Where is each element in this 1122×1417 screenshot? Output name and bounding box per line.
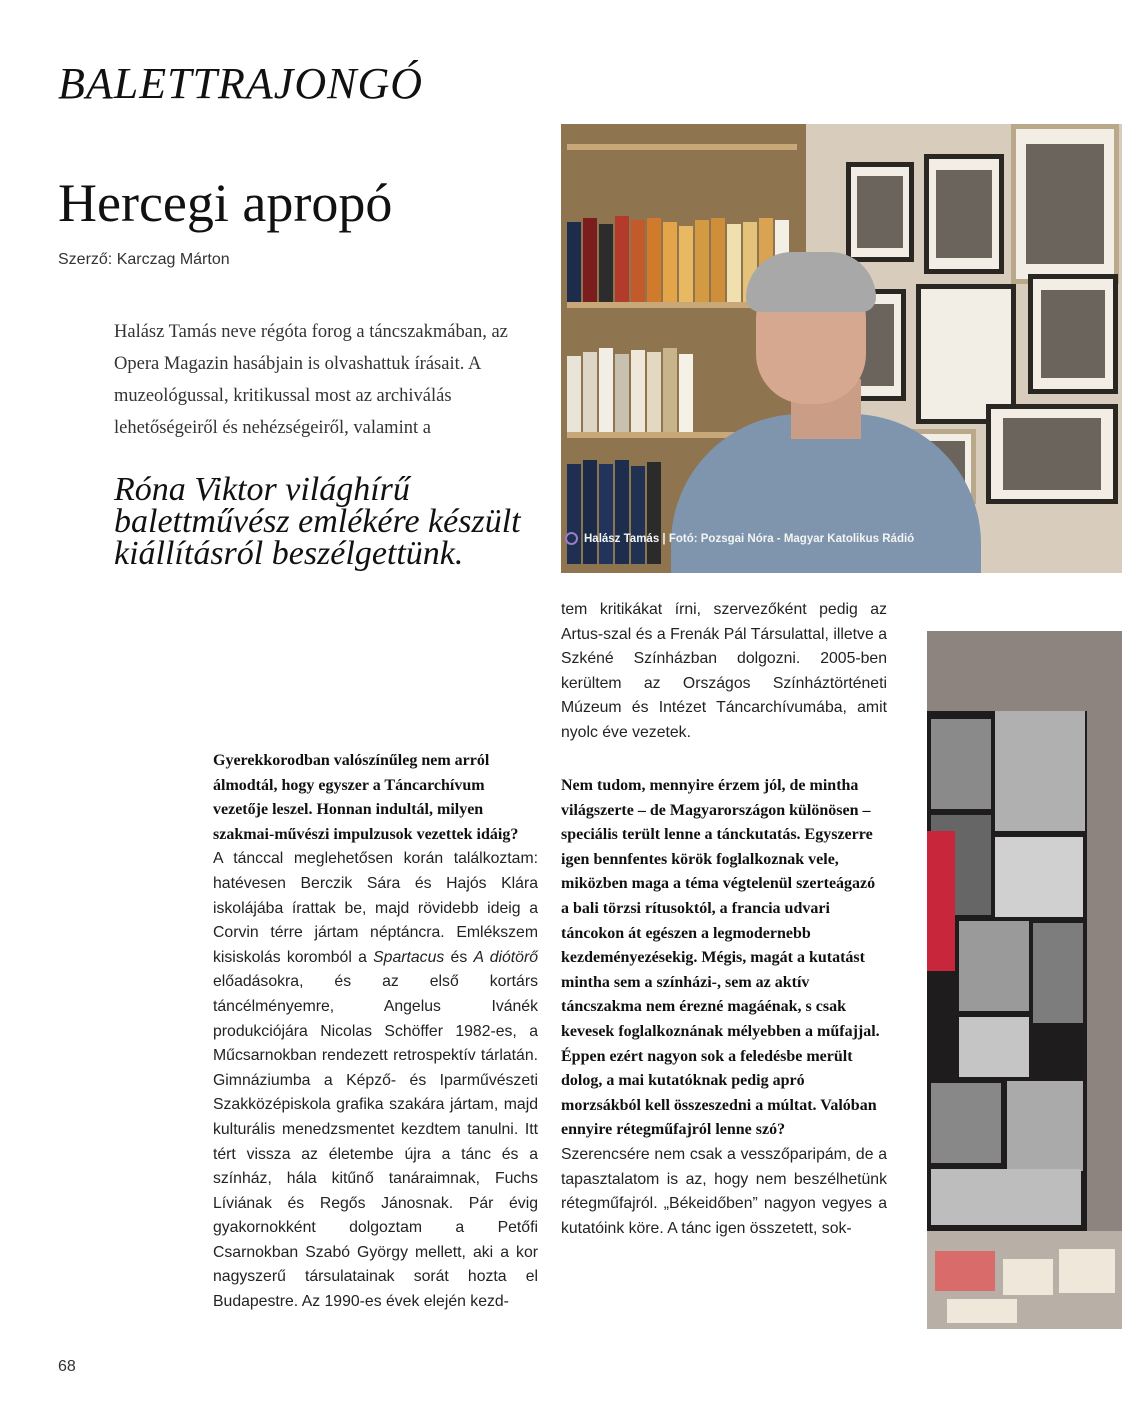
picture-frame	[986, 404, 1118, 504]
lead-emphasis: Róna Viktor világhírű balettművész emlékére készült kiállításról beszélgettünk.	[114, 471, 521, 572]
circle-icon	[565, 532, 578, 545]
page-number: 68	[58, 1358, 76, 1375]
interview-question: Nem tudom, mennyire érzem jól, de mintha világszerte – de Magyarországon különösen – speciális terült lenne a tánckutatás. Egyszerre igen bennfentes körök foglalkoznak vele, miközben maga a téma végtelenül szerteágazó a bali törzsi rítusoktól, a francia udvari táncokon át egészen a legmodernebb kezdeményezésekig. Mégis, magát a kutatást mintha sem a színházi-, sem az aktív táncszakma nem érezné magáénak, s csak kevesek foglalkoznának mélyebben a műfajjal. Éppen ezért nagyon sok a feledésbe merült dolog, a mai kutatóknak pedig apró morzsákból kell összeszedni a múltat. Valóban ennyire rétegműfajról lenne szó?	[561, 777, 880, 1139]
red-panel	[927, 831, 955, 971]
interview-question: Gyerekkorodban valószínűleg nem arról álmodtál, hogy egyszer a Táncarchívum vezetője leszel. Honnan indultál, milyen szakmai-művészi impulzusok vezettek idáig?	[213, 752, 519, 843]
exhibition-photo	[927, 631, 1122, 1329]
photo-caption	[565, 532, 914, 545]
display-case	[927, 1231, 1122, 1329]
exhibition-board	[927, 711, 1087, 1231]
byline: Szerző: Karczag Márton	[58, 251, 230, 268]
picture-frame	[924, 154, 1004, 274]
interview-answer: Szerencsére nem csak a vesszőparipám, de a tapasztalatom is az, hogy nem beszélhetünk rétegműfajról. „Békeidőben” nagyon vegyes a kutatóink köre. A tánc igen összetett, sok-	[561, 1145, 887, 1237]
article-title: Hercegi apropó	[58, 173, 393, 233]
picture-frame	[846, 162, 914, 262]
picture-frame	[916, 284, 1016, 424]
interview-answer-continued: tem kritikákat írni, szervezőként pedig az Artus-szal és a Frenák Pál Társulattal, illetve a Szkéné Színházban dolgozni. 2005-ben kerültem az Országos Színháztörténeti Múzeum és Intézet Táncarchívumába, amit nyolc éve vezetek.	[561, 601, 887, 741]
column-2-top	[561, 598, 887, 746]
person-hair	[746, 252, 876, 312]
picture-frame	[1028, 274, 1118, 394]
interview-answer: A tánccal meglehetősen korán találkoztam: hatévesen Berczik Sára és Hajós Klára iskolájába írattak be, majd rövidebb ideig a Corvin térre jártam néptáncra. Emlékszem kisiskolás koromból a Spartacus és A diótörő előadásokra, és az első kortárs táncélményemre, Angelus Ivánék produkciójára Nicolas Schöffer 1982-es, a Műcsarnokban rendezett retrospektív tárlatán. Gimnáziumba a Képző- és Iparművészeti Szakközépiskola grafika szakára jártam, majd kulturális menedzsmentet kezdtem tanulni. Itt tért vissza az életembe újra a tánc és a színház, hála kitűnő tanáraimnak, Fuchs Líviának és Regős Jánosnak. Pár évig gyakornokként dolgoztam a Petőfi Csarnokban Szabó György mellett, aki a kor nagyszerű társulatainak sorát hozta el Budapestre. Az 1990-es évek elején kezd-	[213, 850, 538, 1311]
photo-caption-text: Halász Tamás | Fotó: Pozsgai Nóra - Magyar Katolikus Rádió	[584, 532, 915, 545]
column-1	[213, 749, 538, 1315]
section-heading: BALETTRAJONGÓ	[58, 59, 423, 108]
lead-paragraph: Halász Tamás neve régóta forog a táncszakmában, az Opera Magazin hasábjain is olvashattuk írásait. A muzeológussal, kritikussal most az archiválás lehetőségeiről és nehézségeiről, valamint a	[114, 322, 508, 438]
picture-frame	[1011, 124, 1119, 284]
portrait-photo	[561, 124, 1122, 573]
column-2-bottom	[561, 774, 887, 1241]
